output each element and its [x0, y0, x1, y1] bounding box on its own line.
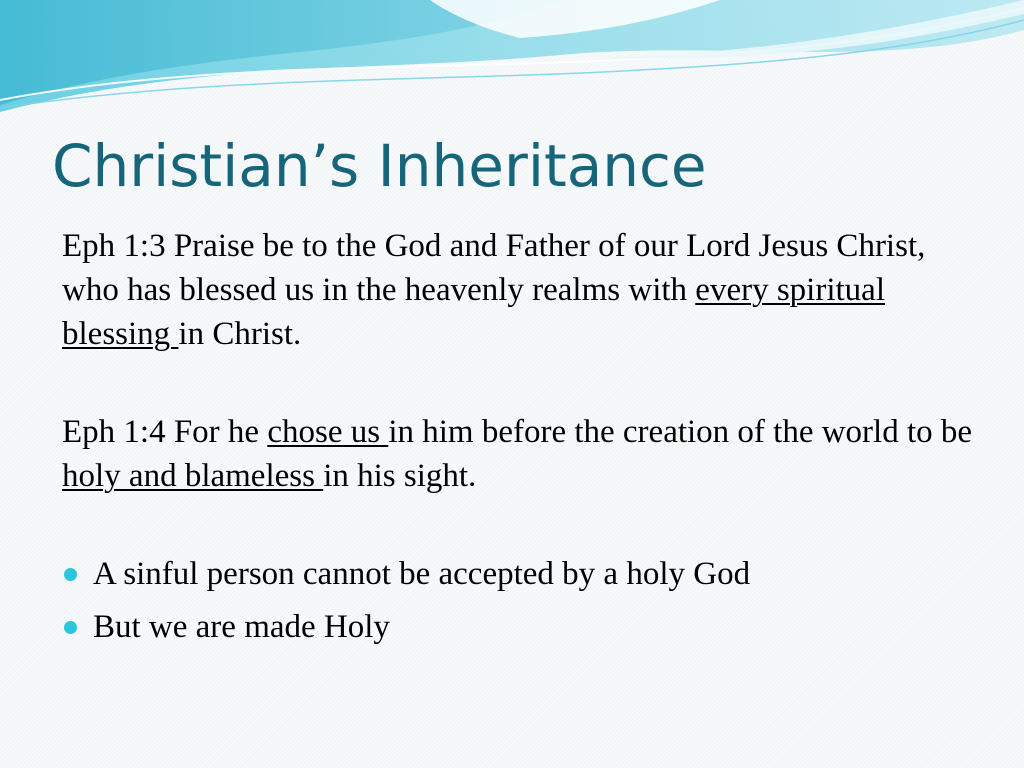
bullet-item: [62, 605, 750, 658]
verse-text: in his sight.: [323, 458, 477, 494]
header-wave-decoration: [0, 0, 1024, 120]
verse-text: Eph 1:3 Praise be to the God and Father of our Lord Jesus Christ, who has blessed us in the heavenly realms with: [62, 228, 926, 308]
bullet-list: [62, 552, 750, 658]
verse-eph-1-3: [62, 224, 982, 356]
verse-text: Eph 1:4 For he: [62, 414, 268, 450]
slide-title: Christian’s Inheritance: [52, 132, 707, 200]
verse-emphasis: holy and blameless: [62, 458, 324, 494]
verse-emphasis: every spiritual blessing: [62, 272, 885, 352]
verse-emphasis: chose us: [267, 414, 389, 450]
verse-eph-1-4: [62, 410, 982, 498]
bullet-text: A sinful person cannot be accepted by a holy God: [93, 556, 751, 592]
bullet-dot-icon: [64, 568, 77, 581]
verse-text: in Christ.: [178, 316, 302, 352]
bullet-dot-icon: [64, 621, 77, 634]
bullet-item: [62, 552, 750, 605]
verse-text: in him before the creation of the world to be: [388, 414, 973, 450]
bullet-text: But we are made Holy: [93, 609, 390, 645]
